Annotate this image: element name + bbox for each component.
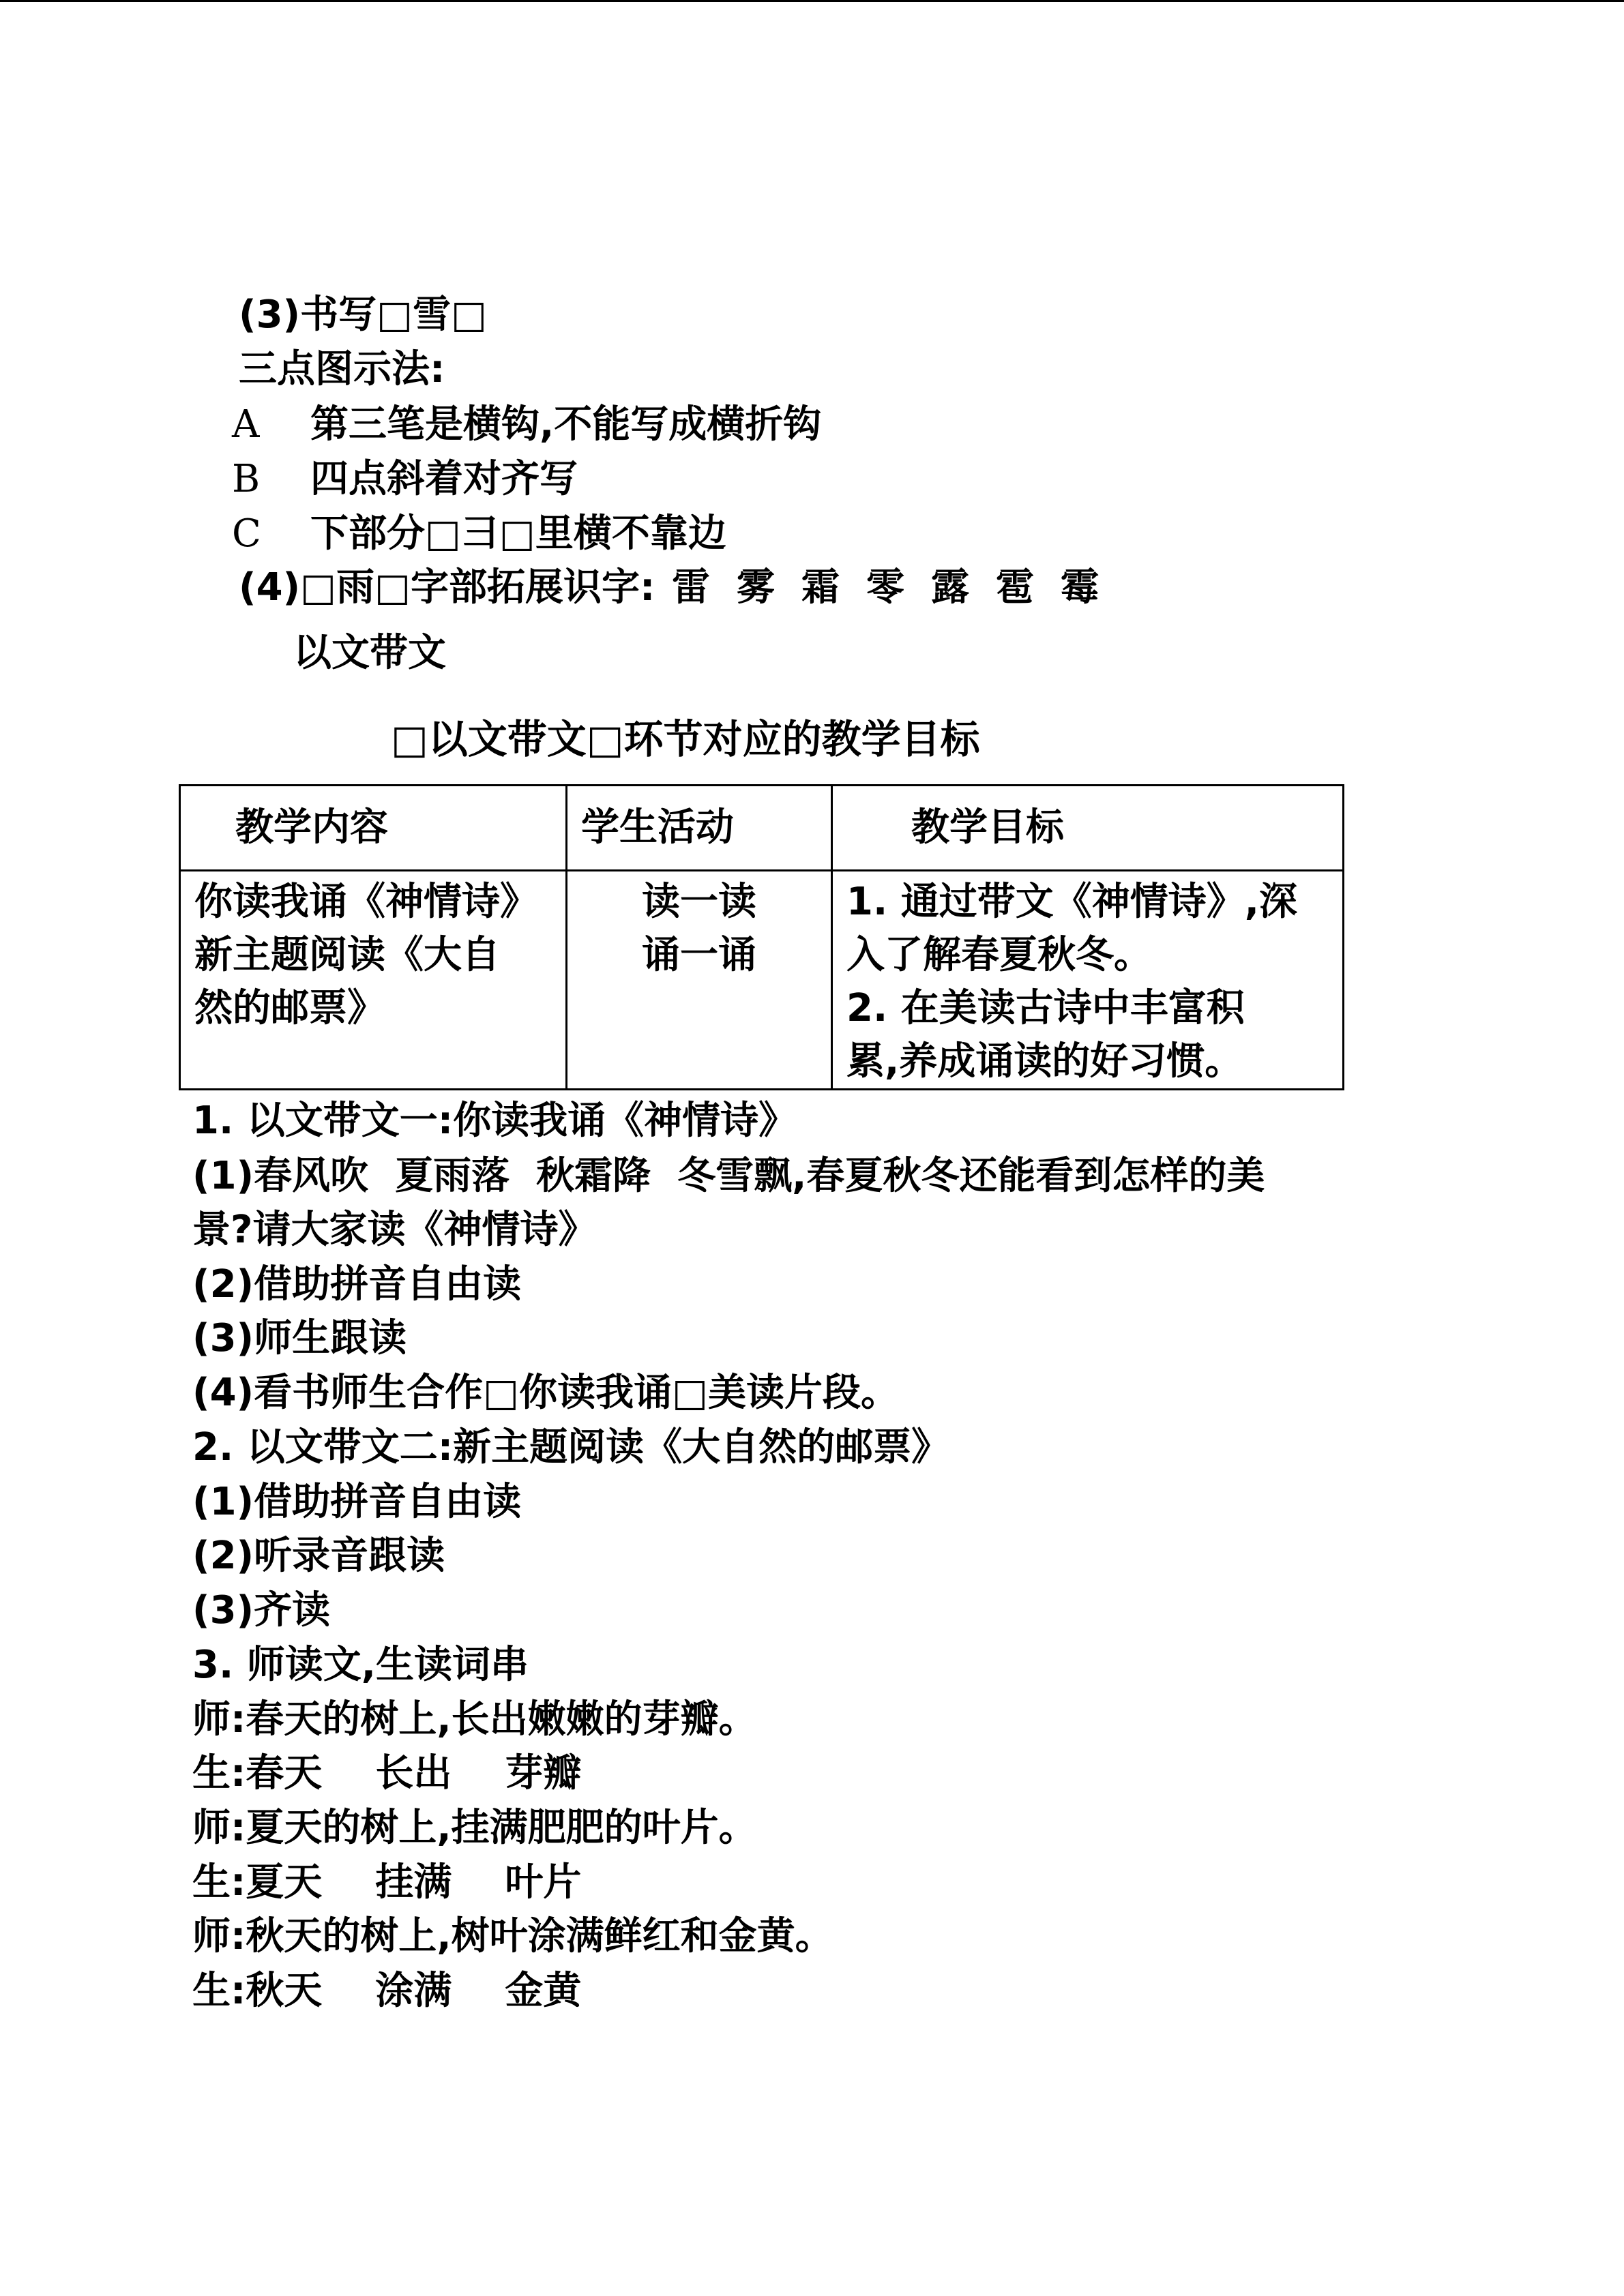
table-header-row xyxy=(180,786,1344,871)
content-line: 然的邮票》 xyxy=(194,986,385,1030)
point-b-text: 四点斜着对齐写 xyxy=(310,457,578,501)
point-c-letter: C xyxy=(232,511,261,556)
page-top-border xyxy=(0,0,1624,5)
goal-line: 累,养成诵读的好习惯。 xyxy=(846,1039,1243,1084)
rain-radical-chars: 雷 雾 霜 零 露 雹 霉 xyxy=(672,565,1099,610)
body-line: 师:春天的树上,长出嫩嫩的芽瓣。 xyxy=(192,1697,757,1742)
goal-line: 入了解春夏秋冬。 xyxy=(846,933,1152,977)
cell-content xyxy=(180,871,567,1090)
body-line: (3)师生跟读 xyxy=(192,1316,407,1360)
point-c-text: 下部分□彐□里横不靠边 xyxy=(310,511,726,556)
activity-line: 诵一诵 xyxy=(642,933,756,977)
body-line: (2)听录音跟读 xyxy=(192,1534,445,1578)
goal-line: 1. 通过带文《神情诗》,深 xyxy=(846,880,1298,924)
header-activity: 学生活动 xyxy=(567,786,832,871)
body-line: (4)看书师生合作□你读我诵□美读片段。 xyxy=(192,1371,899,1415)
body-line: 1. 以文带文一:你读我诵《神情诗》 xyxy=(192,1099,797,1143)
section-4-heading: (4)□雨□字部拓展识字: xyxy=(239,565,655,610)
goal-line: 2. 在美读古诗中丰富积 xyxy=(846,986,1245,1030)
body-line: (1)借助拼音自由读 xyxy=(192,1480,522,1524)
section-3-heading: (3)书写□雪□ xyxy=(239,293,487,337)
body-line: (2)借助拼音自由读 xyxy=(192,1262,522,1307)
body-line: 3. 师读文,生读词串 xyxy=(192,1643,529,1687)
method-label: 三点图示法: xyxy=(239,347,445,391)
body-line: 2. 以文带文二:新主题阅读《大自然的邮票》 xyxy=(192,1425,950,1470)
point-a-text: 第三笔是横钩,不能写成横折钩 xyxy=(310,402,822,447)
body-line: (3)齐读 xyxy=(192,1588,331,1632)
cell-goals xyxy=(832,871,1344,1090)
header-content: 教学内容 xyxy=(180,786,567,871)
header-goals: 教学目标 xyxy=(832,786,1344,871)
body-line: 师:秋天的树上,树叶涂满鲜红和金黄。 xyxy=(192,1914,833,1958)
body-line: (1)春风吹 夏雨落 秋霜降 冬雪飘,春夏秋冬还能看到怎样的美 xyxy=(192,1154,1265,1198)
body-line: 师:夏天的树上,挂满肥肥的叶片。 xyxy=(192,1806,757,1850)
content-line: 新主题阅读《大自 xyxy=(194,933,500,977)
content-line: 你读我诵《神情诗》 xyxy=(194,880,538,924)
activity-line: 读一读 xyxy=(642,880,756,924)
cell-activity xyxy=(567,871,832,1090)
teaching-goals-table xyxy=(179,784,1344,1090)
point-b-letter: B xyxy=(232,457,261,501)
body-line: 生:春天 长出 芽瓣 xyxy=(192,1751,582,1795)
body-line: 生:秋天 涂满 金黄 xyxy=(192,1969,582,2013)
table-row xyxy=(180,871,1344,1090)
body-line: 景?请大家读《神情诗》 xyxy=(192,1208,597,1252)
body-line: 生:夏天 挂满 叶片 xyxy=(192,1860,582,1905)
part-title: 以文带文 xyxy=(293,631,446,675)
table-caption: □以文带文□环节对应的教学目标 xyxy=(391,716,980,762)
point-a-letter: A xyxy=(232,402,260,447)
